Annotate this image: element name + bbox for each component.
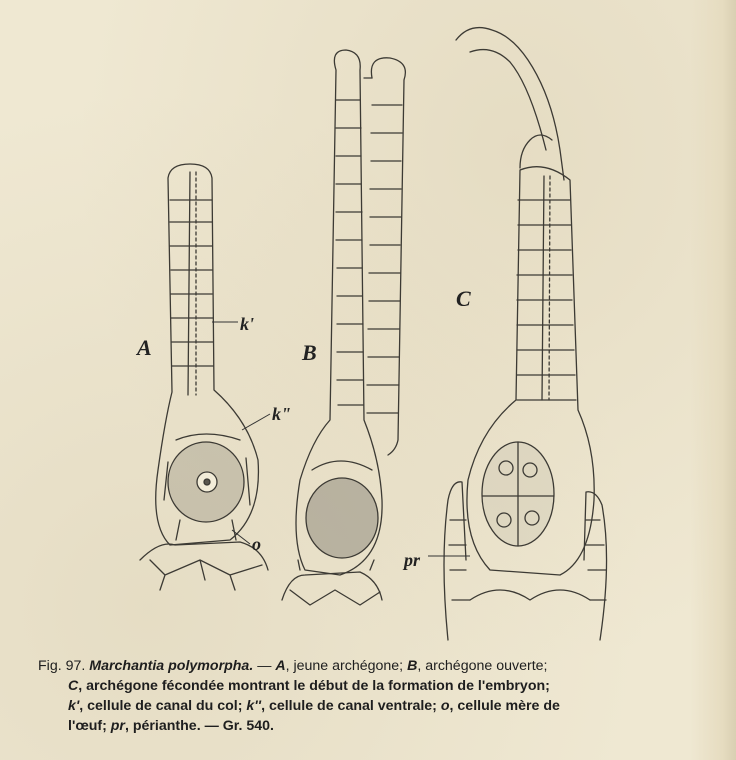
- figure-caption: [38, 656, 708, 736]
- caption-text: , périanthe. — Gr. 540.: [124, 718, 274, 734]
- caption-ref-o: o: [440, 698, 450, 714]
- caption-ref-k-double-prime: k'': [246, 698, 262, 714]
- label-B: B: [302, 340, 317, 365]
- archegonium-A-drawing: [140, 164, 268, 590]
- caption-text: , cellule de canal du col;: [79, 698, 247, 714]
- caption-figure-number: Fig. 97.: [38, 658, 86, 674]
- caption-text: , archégone fécondée montrant le début de la formation de l'embryon;: [78, 678, 550, 694]
- caption-line-4: [38, 716, 708, 736]
- caption-line-3: [38, 696, 708, 716]
- label-A: A: [137, 335, 152, 360]
- caption-text: , cellule de canal ventrale;: [261, 698, 441, 714]
- caption-ref-pr: pr: [110, 718, 125, 734]
- caption-line-2: [38, 676, 708, 696]
- caption-text: , archégone ouverte;: [417, 658, 548, 674]
- label-pr: pr: [404, 550, 421, 570]
- caption-ref-B: B: [407, 658, 418, 674]
- caption-line-1: [38, 656, 708, 676]
- archegonium-C-drawing: [444, 28, 607, 640]
- caption-text: , jeune archégone;: [285, 658, 408, 674]
- caption-ref-A: A: [275, 658, 286, 674]
- caption-ref-k-prime: k': [68, 698, 80, 714]
- caption-text: —: [253, 658, 276, 674]
- label-k-prime: k': [240, 314, 255, 334]
- archegonium-B-drawing: [282, 50, 405, 605]
- caption-text: , cellule mère de: [449, 698, 560, 714]
- caption-ref-C: C: [68, 678, 79, 694]
- caption-species: Marchantia polymorpha.: [89, 658, 254, 674]
- caption-text: l'œuf;: [68, 718, 111, 734]
- label-k-double-prime: k": [272, 404, 291, 424]
- label-o: o: [252, 534, 261, 554]
- label-C: C: [456, 286, 471, 311]
